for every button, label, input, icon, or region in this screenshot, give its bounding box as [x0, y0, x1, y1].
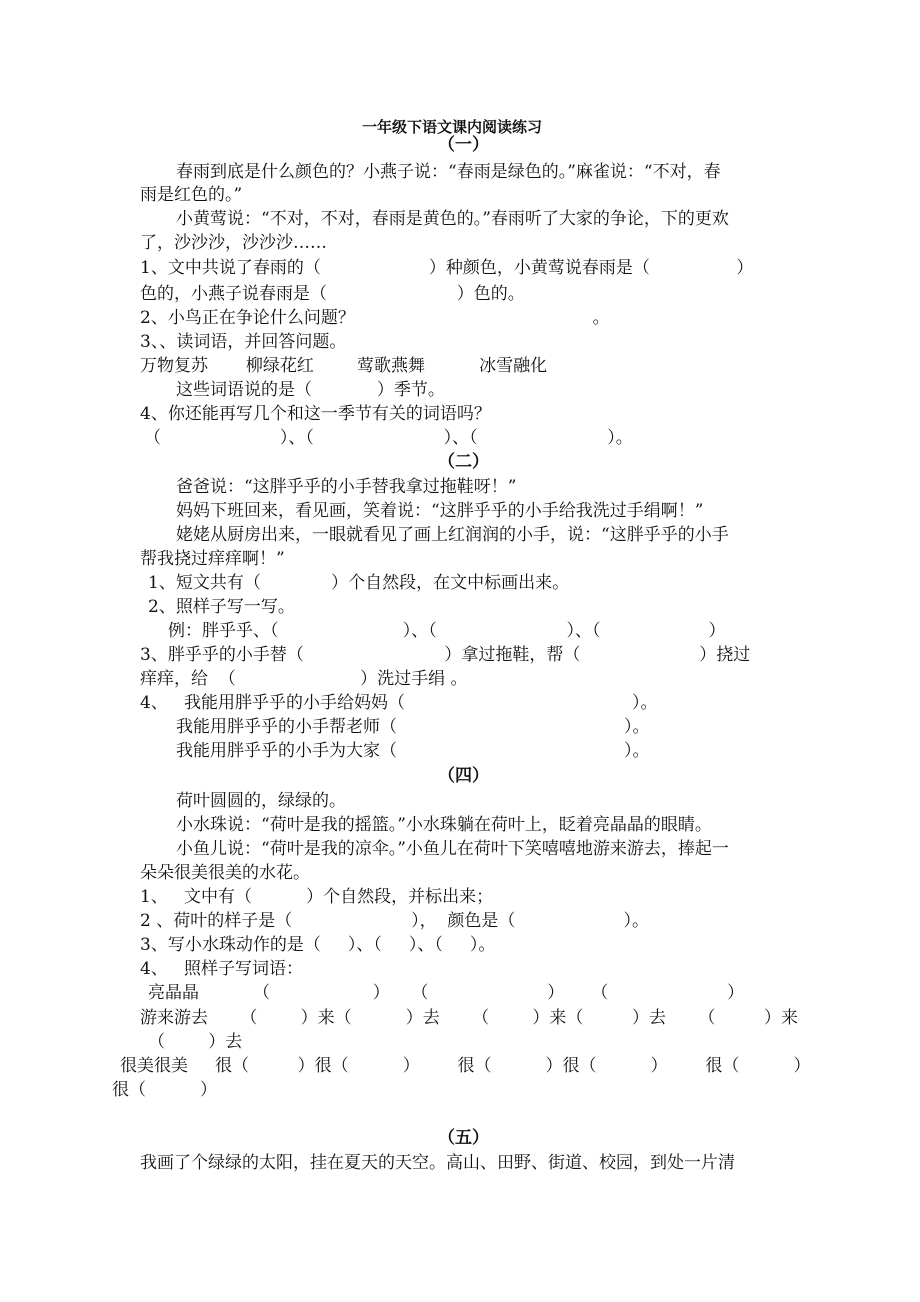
- question-line: 3、写小水珠动作的是（ ）、（ ）、（ ）。: [140, 935, 496, 955]
- passage-line: 雨是红色的。”: [140, 185, 243, 205]
- question-line: 1、 文中有（ ）个自然段，并标出来；: [140, 887, 494, 907]
- answer-blanks: （ ）、（ ）、（ ）。: [144, 428, 633, 448]
- exercise-row: 很美很美 很（ ）很（ ） 很（ ）很（ ） 很（ ）: [120, 1056, 811, 1076]
- section-heading-5: （五）: [438, 1128, 489, 1148]
- question-line: 2、小鸟正在争论什么问题？ 。: [140, 308, 610, 328]
- exercise-row: 亮晶晶 （ ） （ ） （ ）: [148, 983, 745, 1003]
- question-line: 我能用胖乎乎的小手帮老师（ ）。: [176, 717, 650, 737]
- exercise-row: 游来游去 （ ）来（ ）去 （ ）来（ ）去 （ ）来: [140, 1008, 799, 1028]
- section-heading-2: （二）: [438, 452, 489, 472]
- question-line: 4、 我能用胖乎乎的小手给妈妈（ ）。: [140, 693, 658, 713]
- question-line: 1、短文共有（ ）个自然段，在文中标画出来。: [148, 573, 570, 593]
- question-line: 1、文中共说了春雨的（ ）种颜色，小黄莺说春雨是（ ）: [140, 258, 754, 278]
- passage-line: 爸爸说：“这胖乎乎的小手替我拿过拖鞋呀！”: [176, 477, 517, 497]
- passage-line: 妈妈下班回来，看见画，笑着说：“这胖乎乎的小手给我洗过手绢啊！”: [176, 501, 704, 521]
- question-line: 3、胖乎乎的小手替（ ）拿过拖鞋，帮（ ）挠过: [140, 645, 751, 665]
- passage-line: 姥姥从厨房出来，一眼就看见了画上红润润的小手，说：“这胖乎乎的小手: [176, 525, 729, 545]
- question-line: 色的，小燕子说春雨是（ ）色的。: [140, 284, 525, 304]
- word-list: 万物复苏 柳绿花红 莺歌燕舞 冰雪融化: [140, 356, 548, 376]
- passage-line: 荷叶圆圆的，绿绿的。: [176, 791, 346, 811]
- question-line: 例：胖乎乎、（ ）、（ ）、（ ）: [168, 621, 726, 641]
- passage-line: 我画了个绿绿的太阳，挂在夏天的天空。高山、田野、街道、校园，到处一片清: [140, 1153, 735, 1173]
- question-line: 4、你还能再写几个和这一季节有关的词语吗？: [140, 404, 491, 424]
- question-line: 2、照样子写一写。: [148, 597, 295, 617]
- section-heading-4: （四）: [438, 766, 489, 786]
- question-line: 2 、荷叶的样子是（ ）， 颜色是（ ）。: [140, 911, 649, 931]
- question-line: 痒痒，给 （ ）洗过手绢 。: [140, 669, 468, 689]
- question-line: 4、 照样子写词语：: [140, 959, 304, 979]
- passage-line: 春雨到底是什么颜色的？小燕子说：“春雨是绿色的。”麻雀说：“不对，春: [176, 162, 721, 182]
- passage-line: 朵朵很美很美的水花。: [140, 863, 310, 883]
- section-heading-1: （一）: [438, 135, 489, 155]
- question-line: 我能用胖乎乎的小手为大家（ ）。: [176, 741, 650, 761]
- question-line: 3、、读词语，并回答问题。: [140, 332, 347, 352]
- page-title: 一年级下语文课内阅读练习: [362, 118, 543, 136]
- passage-line: 了，沙沙沙，沙沙沙……: [140, 233, 327, 253]
- passage-line: 小黄莺说：“不对，不对，春雨是黄色的。”春雨听了大家的争论，下的更欢: [176, 209, 729, 229]
- question-line: 这些词语说的是（ ）季节。: [176, 380, 445, 400]
- exercise-row: 很（ ）: [112, 1080, 218, 1100]
- passage-line: 帮我挠过痒痒啊！”: [140, 549, 285, 569]
- passage-line: 小水珠说：“荷叶是我的摇篮。”小水珠躺在荷叶上，眨着亮晶晶的眼睛。: [176, 815, 712, 835]
- passage-line: 小鱼儿说：“荷叶是我的凉伞。”小鱼儿在荷叶下笑嘻嘻地游来游去，捧起一: [176, 839, 729, 859]
- exercise-row: （ ）去: [148, 1032, 243, 1052]
